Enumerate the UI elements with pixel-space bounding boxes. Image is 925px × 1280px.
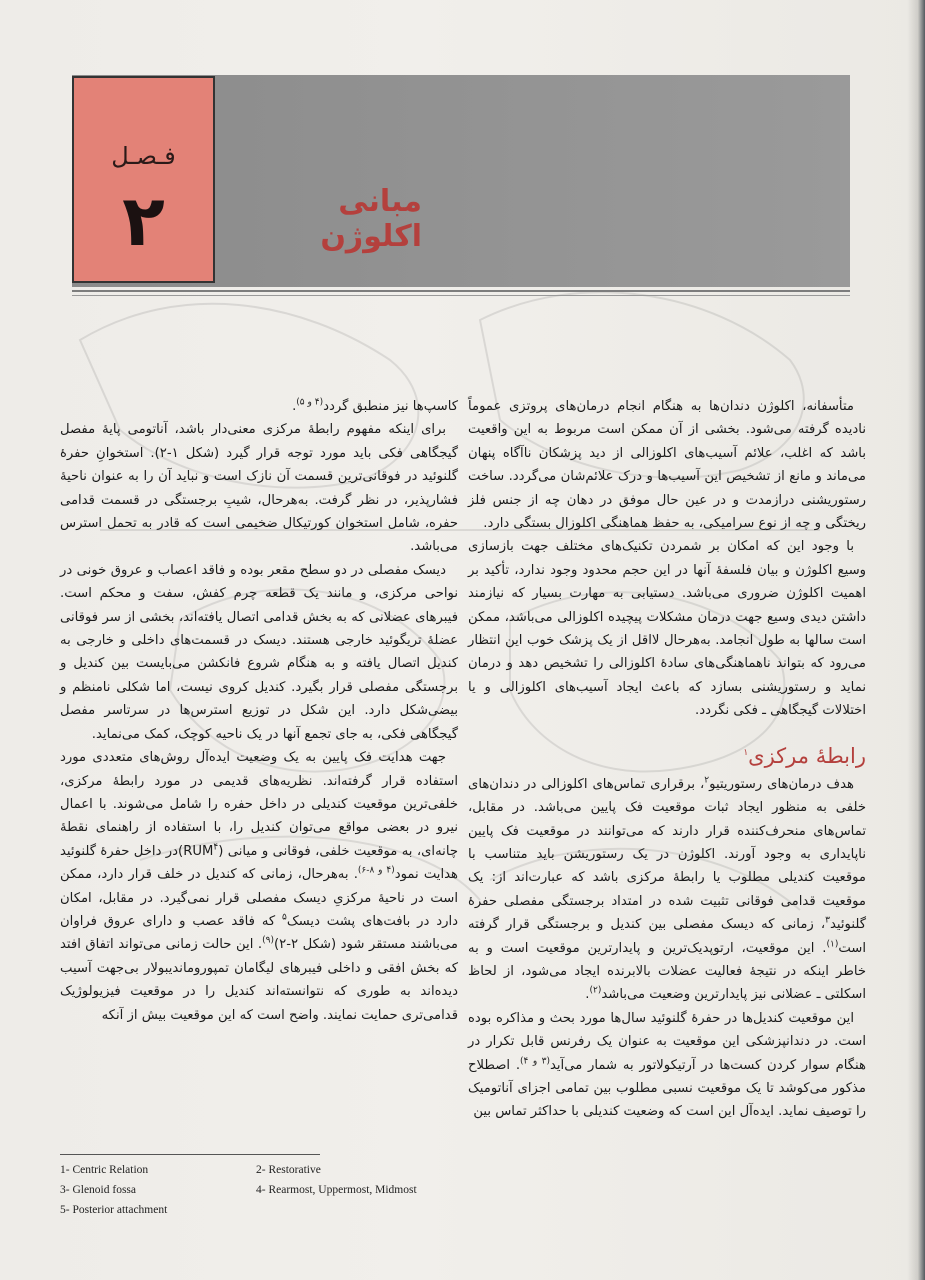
paragraph: این موقعیت کندیل‌ها در حفرهٔ گلنوئید سال‌ها مورد بحث و مذاکره بوده است. در دندانپزشکی این موقعیت به عنوان یک رفرنس قابل تکرار در هنگام سوار کردن کست‌ها در آرتیکولاتور به شمار می‌آید$^{(۳ و ۴)}$. اصطلاح مذکور می‌کوشد تا یک موقعیت نسبی مطلوب بین تمامی اجزای آناتومیک را توصیف نماید. ایده‌آل این است که وضعیت کندیلی با حداکثر تماس بین xyxy=(468,1010,866,1120)
footnote-row xyxy=(60,1200,480,1220)
text-column-left xyxy=(60,395,458,1027)
text-column-right xyxy=(468,395,866,1124)
chapter-number-box xyxy=(72,76,215,283)
footnote-rule xyxy=(60,1154,320,1155)
footnote: 2- Restorative xyxy=(256,1164,321,1176)
paragraph: برای اینکه مفهوم رابطهٔ مرکزی معنی‌دار باشد، آناتومی پایهٔ مفصل گیجگاهی فکی باید مورد توجه قرار گیرد (شکل ۱-۲). استخوانِ حفرهٔ گلنوئید در فوقانی‌ترین قسمت آن نازک است و نباید آن را به عنوان ناحیهٔ فشارپذیر، در نظر گرفت. به‌هرحال، شیبِ برجستگی در قسمت قدامی حفره، شامل استخوان کورتیکال ضخیمی است که قادر به تحمل استرس می‌باشد. xyxy=(60,422,458,555)
footnote: 4- Rearmost, Uppermost, Midmost xyxy=(256,1184,417,1196)
paragraph: دیسک مفصلی در دو سطح مقعر بوده و فاقد اعصاب و عروق خونی در نواحی مرکزی، و مانند یک قطعه چرم کفش، سفت و محکم است. فیبرهای عضلانی که به بخش قدامی اتصال یافته‌اند، بخشی از سر فوقانی عضلهٔ تریگوئید خارجی هستند. دیسک در قسمت‌های داخلی و خارجی به کندیل اتصال یافته و به هنگام شروع فانکشن می‌بایست بین کندیل و برجستگی مفصلی قرار بگیرد. کندیل کروی نیست، اما شکلی نامنظم و بیضی‌شکل دارد. این شکل در توزیع استرس‌ها در سرتاسر مفصل گیجگاهی فکی، به جای تجمع آنها در یک ناحیه کوچک، کمک می‌نماید. xyxy=(60,562,458,742)
footnote-row xyxy=(60,1180,480,1200)
page-edge-shadow xyxy=(907,0,925,1280)
paragraph: کاسپ‌ها نیز منطبق گردد$^{(۴ و ۵)}$. xyxy=(292,397,458,414)
footnote: 5- Posterior attachment xyxy=(60,1204,168,1216)
header-rule-thin xyxy=(72,295,850,296)
header-rule xyxy=(72,290,850,292)
chapter-label: فـصـل xyxy=(111,142,176,170)
footnote: 3- Glenoid fossa xyxy=(60,1184,137,1196)
footnotes xyxy=(60,1160,480,1220)
section-heading: رابطهٔ مرکزی$^۱$ xyxy=(743,743,866,768)
footnote-row xyxy=(60,1160,480,1180)
paragraph: هدف درمان‌های رستوریتیو$^۲$، برقراری تماس‌های اکلوزالی در دندان‌های خلفی به منظور ایجاد ثبات موقعیت فک پایین می‌باشد. در مقابل، تماس‌های منحرف‌کننده قرار دارند که می‌توانند در موقعیت فک پایین ناپایداری به وجود آورند. اکلوژن در یک رستوریشن باید متناسب با موقعیت کندیلی مطلوب یا رابطهٔ مرکزی باشد که عبارت‌اند از: یک موقعیت قدامی فوقانی تثبیت شده در امتداد برجستگی مفصلی حفرهٔ گلنوئید$^۳$، زمانی که دیسک مفصلی بین کندیل و برجستگی قرار گرفته است$^{(۱)}$. این موقعیت، ارتوپدیک‌ترین و پایدارترین موقعیت است و به خاطر اینکه در نتیجهٔ فعالیت عضلات بالابرنده ایجاد می‌شود، از لحاظ اسکلتی ـ عضلانی نیز پایدارترین وضعیت می‌باشد$^{(۲)}$. xyxy=(468,775,866,1003)
paragraph: جهت هدایت فک پایین به یک وضعیت ایده‌آل روش‌های متعددی مورد استفاده قرار گرفته‌اند. نظریه‌های قدیمی در مورد رابطهٔ مرکزی، خلفی‌ترین موقعیت کندیلی در داخل حفره را شامل می‌شوند. با اعمال نیرو در بعضی مواقع می‌توان کندیل را، با استفاده از راهنمای نقطهٔ چانه‌ای، به موقعیت خلفی، فوقانی و میانی (RUM$^۴$)در داخل حفرهٔ گلنوئید هدایت نمود$^{(۴ و ۸-۶)}$. به‌هرحال، زمانی که کندیل در خلف قرار دارد، ممکن است در ناحیهٔ مرکزیِ دیسک مفصلی قرار نمی‌گیرد. در مقابل، امکان دارد در بافت‌های پشت دیسک$^۵$ که فاقد عصب و دارای عروق فراوان می‌باشند مستقر شود (شکل ۲-۲)$^{(۹)}$. این حالت زمانی می‌تواند اتفاق افتد که بخش افقی و داخلی فیبرهای لیگامان تمپوروماندیبولار بی‌جهت آسیب دیده‌اند به طوری که نتوانسته‌اند کندیل را در موقعیت فیزیولوژیک قدامی‌تری حمایت نمایند. واضح است که این موقعیت بیش از آنکه xyxy=(60,750,459,1023)
paragraph: متأسفانه، اکلوژن دندان‌ها به هنگام انجام درمان‌های پروتزی عموماً نادیده گرفته می‌شود. بخشی از آن ممکن است مربوط به این واقعیت باشد که اغلب، علائم آسیب‌های اکلوزالی از دید پزشکان ناآگاه پنهان می‌ماند و مانع از تشخیص این آسیب‌ها و درک علائم‌شان می‌گردد. ساخت رستوریشنی درازمدت و در عین حال موفق در دهان چه از جنس فلز ریختگی و چه از نوع سرامیکی، به حفظ هماهنگی اکلوزال بستگی دارد. xyxy=(468,399,866,532)
paragraph: با وجود این که امکان بر شمردن تکنیک‌های مختلف جهت بازسازی وسیع اکلوژن و بیان فلسفهٔ آنها در این حجم محدود وجود ندارد، تأکید بر اهمیت اکلوژن ضروری می‌باشد. دستیابی به مهارت بسیار که نیازمند داشتن دیدی وسیع جهت درمان مشکلات پیچیده اکلوزالی می‌باشد، ممکن است سالها به طول انجامد. به‌هرحال لااقل از یک پزشک خوب این انتظار می‌رود که بتواند ناهماهنگی‌های سادهٔ اکلوزالی را تشخیص دهد و درمان نماید و رستوریشنی بسازد که باعث ایجاد آسیب‌های اکلوزالی و یا اختلالات گیجگاهی ـ فکی نگردد. xyxy=(468,539,866,719)
chapter-number: ۲ xyxy=(122,180,165,262)
chapter-title: مبانی اکلوژن xyxy=(320,184,422,254)
footnote: 1- Centric Relation xyxy=(60,1164,149,1176)
